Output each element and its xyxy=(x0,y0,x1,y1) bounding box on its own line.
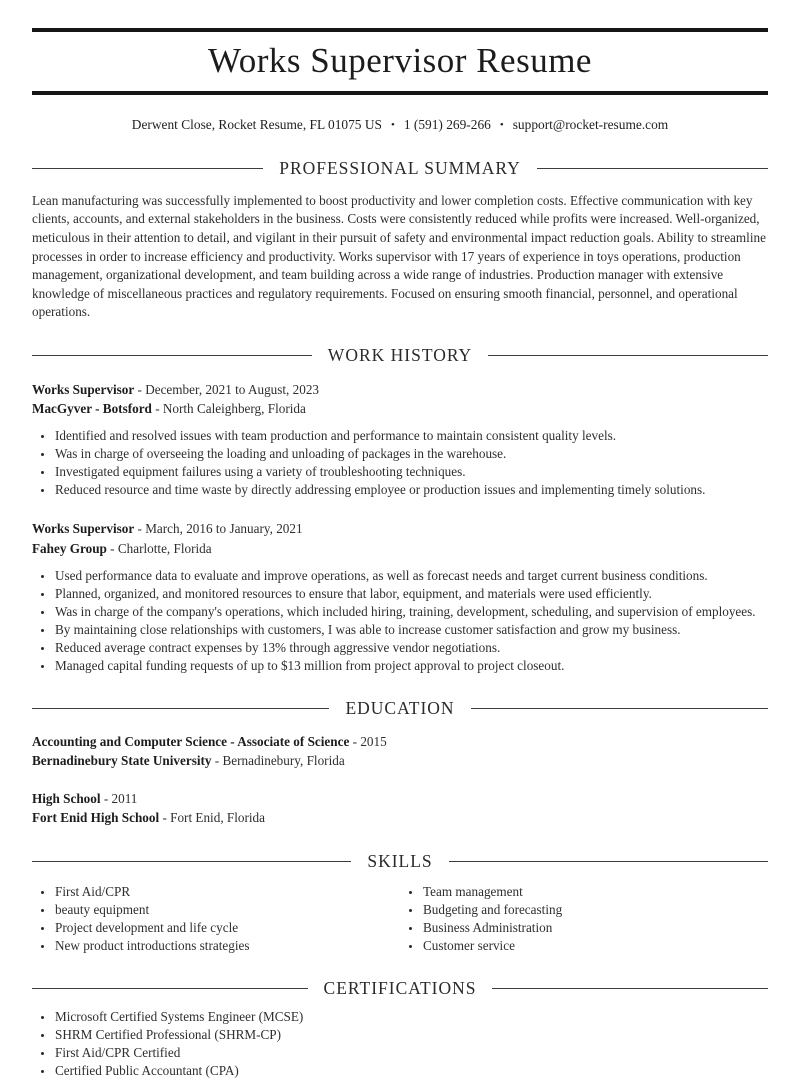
job-dates: - December, 2021 to August, 2023 xyxy=(137,381,320,397)
school-name: Fort Enid High School xyxy=(32,810,160,826)
certification-item: • SHRM Certified Professional (SHRM-CP) xyxy=(54,1026,768,1044)
company-name: MacGyver - Botsford xyxy=(32,401,152,417)
school-location: - Fort Enid, Florida xyxy=(162,810,266,826)
contact-separator: • xyxy=(499,118,504,131)
school-line xyxy=(32,808,768,827)
skills-list-right xyxy=(400,883,768,955)
job-title: Works Supervisor xyxy=(32,521,135,537)
degree-title: Accounting and Computer Science - Associate of Science xyxy=(32,733,350,749)
education-entry xyxy=(32,732,768,770)
certification-item: • Microsoft Certified Systems Engineer (MCSE) xyxy=(54,1008,768,1026)
job-company-line xyxy=(32,399,768,418)
job-bullet: • Was in charge of the company's operations, which included hiring, training, development, scheduling, and supervision of employees. xyxy=(54,603,768,621)
job-title: Works Supervisor xyxy=(32,381,135,397)
contact-address: Derwent Close, Rocket Resume, FL 01075 US xyxy=(131,116,382,132)
skill-item: • New product introductions strategies xyxy=(54,937,400,955)
section-heading-skills: SKILLS xyxy=(32,851,768,872)
job-bullet-list xyxy=(32,427,768,499)
job-bullet: • Used performance data to evaluate and improve operations, as well as forecast needs and target current business conditions. xyxy=(54,567,768,585)
school-name: Bernadinebury State University xyxy=(32,752,212,768)
skill-item: • Customer service xyxy=(422,937,768,955)
page-title: Works Supervisor Resume xyxy=(208,41,592,80)
skill-item: • Budgeting and forecasting xyxy=(422,901,768,919)
job-bullet: • Reduced resource and time waste by directly addressing employee or production issues and implementing timely solutions. xyxy=(54,481,768,499)
contact-email: support@rocket-resume.com xyxy=(512,116,669,132)
job-bullet: • By maintaining close relationships with customers, I was able to increase customer satisfaction and grow my business. xyxy=(54,621,768,639)
header-bottom-double-rule xyxy=(32,91,768,95)
section-heading-summary: PROFESSIONAL SUMMARY xyxy=(32,158,768,179)
skill-item: • Team management xyxy=(422,883,768,901)
certifications-list xyxy=(32,1008,768,1080)
job-entry xyxy=(32,519,768,674)
skill-item: • First Aid/CPR xyxy=(54,883,400,901)
job-bullet-list xyxy=(32,567,768,675)
skills-columns xyxy=(32,874,768,955)
skill-item: • Project development and life cycle xyxy=(54,919,400,937)
job-bullet: • Investigated equipment failures using a variety of troubleshooting techniques. xyxy=(54,463,768,481)
section-heading-education: EDUCATION xyxy=(32,698,768,719)
graduation-year: - 2015 xyxy=(352,733,387,749)
job-company-line xyxy=(32,539,768,558)
job-dates: - March, 2016 to January, 2021 xyxy=(137,521,303,537)
job-bullet: • Identified and resolved issues with team production and performance to maintain consistent quality levels. xyxy=(54,427,768,445)
job-title-line xyxy=(32,380,768,399)
contact-line xyxy=(32,116,768,135)
job-bullet: • Managed capital funding requests of up to $13 million from project approval to project closeout. xyxy=(54,657,768,675)
skills-list-left xyxy=(32,883,400,955)
section-heading-work-history: WORK HISTORY xyxy=(32,345,768,366)
skill-item: • beauty equipment xyxy=(54,901,400,919)
certification-item: • Certified Public Accountant (CPA) xyxy=(54,1062,768,1080)
skill-item: • Business Administration xyxy=(422,919,768,937)
degree-title: High School xyxy=(32,791,101,807)
job-title-line xyxy=(32,519,768,538)
degree-line xyxy=(32,789,768,808)
job-location: - Charlotte, Florida xyxy=(110,540,212,556)
job-bullet: • Planned, organized, and monitored resources to ensure that labor, equipment, and materials were used efficiently. xyxy=(54,585,768,603)
education-entry xyxy=(32,789,768,827)
contact-phone: 1 (591) 269-266 xyxy=(403,116,491,132)
contact-separator: • xyxy=(390,118,395,131)
job-location: - North Caleighberg, Florida xyxy=(155,401,306,417)
job-bullet: • Reduced average contract expenses by 13% through aggressive vendor negotiations. xyxy=(54,639,768,657)
job-bullet: • Was in charge of overseeing the loading and unloading of packages in the warehouse. xyxy=(54,445,768,463)
header-top-double-rule xyxy=(32,28,768,32)
school-line xyxy=(32,751,768,770)
summary-paragraph: Lean manufacturing was successfully implemented to boost productivity and lower completion costs. Effective communication with key clients, accounts, and external stakeholders in the business. Costs were consistently reduced while profits were increased. Well-organized, meticulous in their attention to detail, and vigilant in their pursuit of safety and environmental impact reduction goals. Ability to streamline processes in order to increase efficiency and productivity. Works supervisor with 17 years of experience in toys operations, production management, organizational development, and team building across a wide range of industries. Production manager with extensive knowledge of miscellaneous practices and regulatory requirements. Focused on ensuring smooth financial, personnel, and operational operations. xyxy=(32,192,766,320)
graduation-year: - 2011 xyxy=(103,791,138,807)
school-location: - Bernadinebury, Florida xyxy=(214,752,345,768)
job-entry xyxy=(32,380,768,499)
degree-line xyxy=(32,732,768,751)
company-name: Fahey Group xyxy=(32,540,107,556)
certification-item: • First Aid/CPR Certified xyxy=(54,1044,768,1062)
section-heading-certifications: CERTIFICATIONS xyxy=(32,978,768,999)
